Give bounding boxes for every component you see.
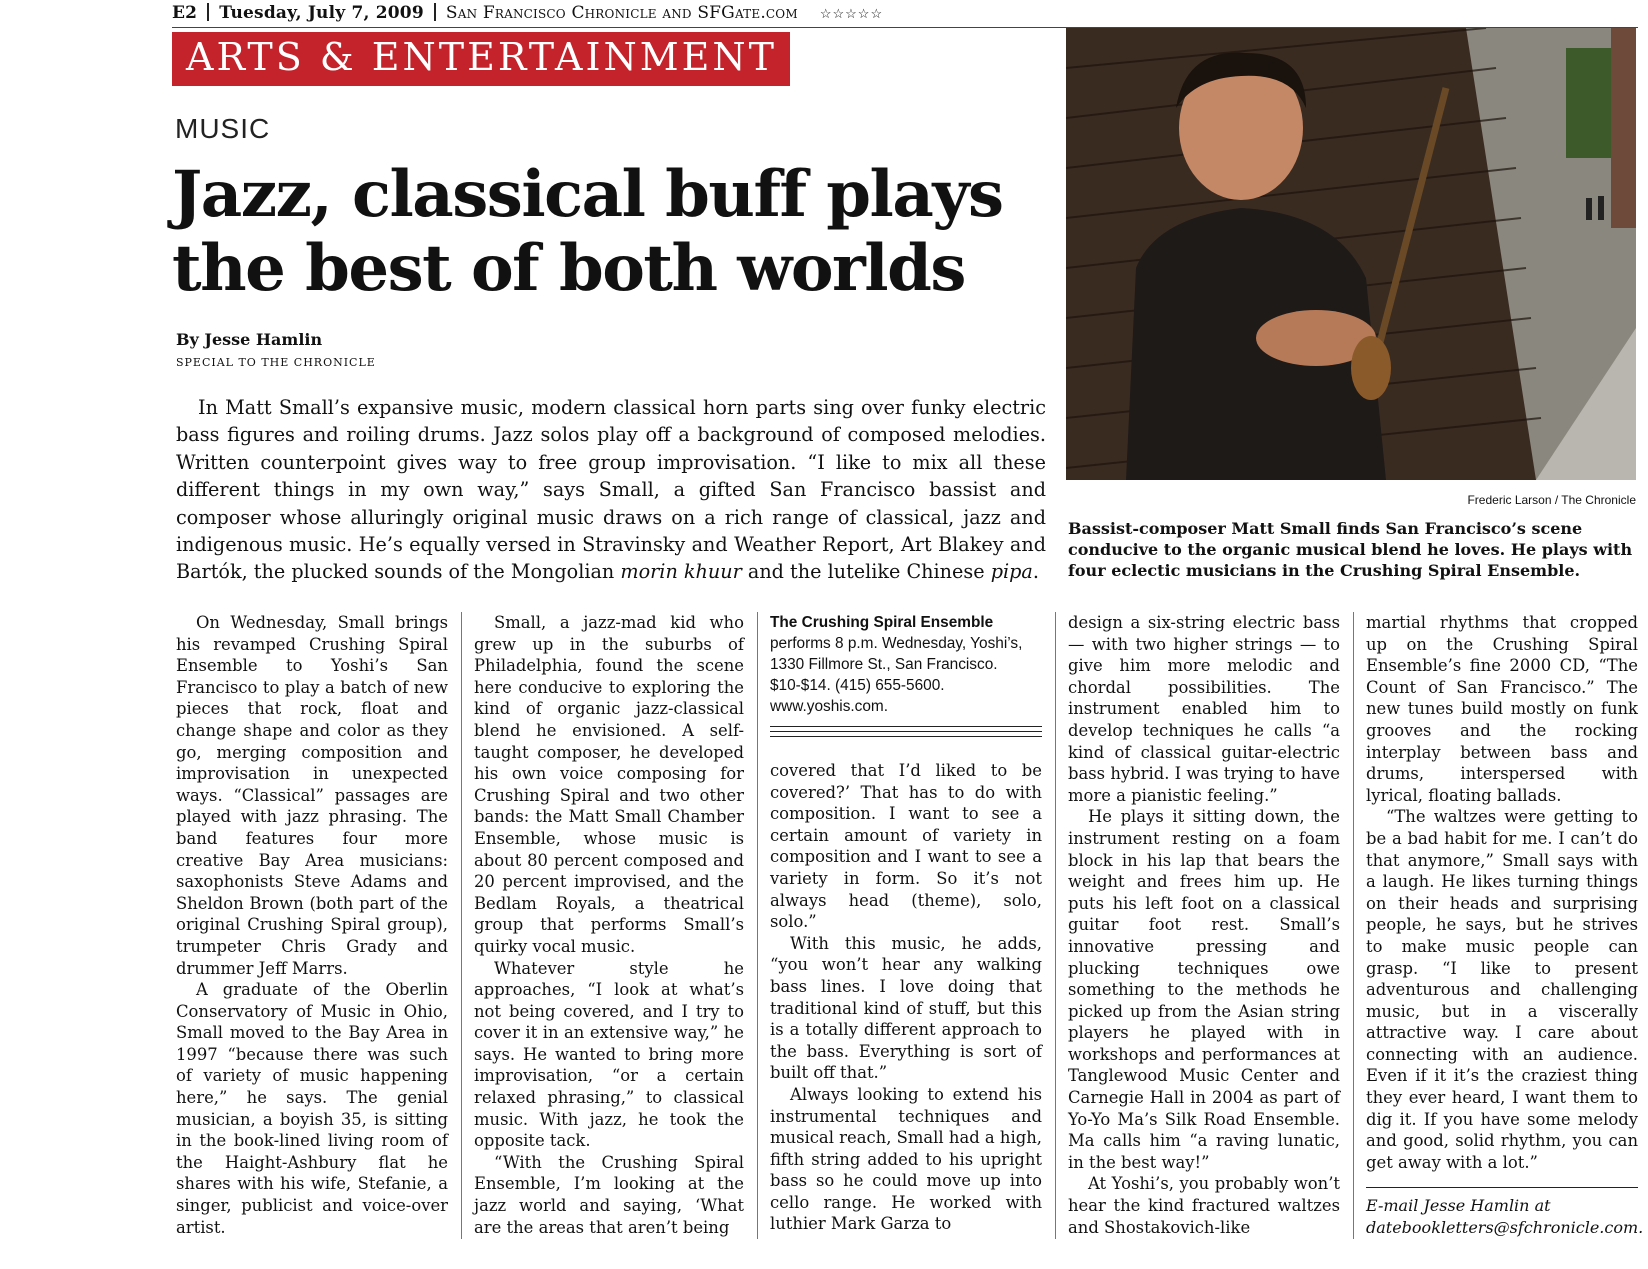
article-column-3 [770,760,1042,1235]
body-paragraph: He plays it sitting down, the instrument resting on a foam block in his lap that bears the weight and frees him up. He puts his left foot on a classical guitar foot rest. Small’s innovative pressing and plucking techniques owe something to the methods he picked up from the Asian string players he played with in workshops and performances at Tanglewood Music Center and Carnegie Hall in 2004 as part of Yo-Yo Ma’s Silk Road Ensemble. Ma calls him “a raving lunatic, in the best way!” [1068,807,1340,1172]
article-photo [1066,28,1636,480]
event-title: The Crushing Spiral Ensemble [770,614,994,631]
section-banner [172,32,790,86]
body-paragraph: With this music, he adds, “you won’t hear any walking bass lines. I love doing that traditional kind of stuff, but this is a totally different approach to the bass. Everything is sort of built off that.” [770,933,1042,1083]
byline: By Jesse Hamlin [176,330,323,349]
body-paragraph: Small, a jazz-mad kid who grew up in the suburbs of Philadelphia, found the scene here conducive to exploring the kind of organic jazz-classical blend he envisioned. A self-taught composer, he developed his own voice composing for Crushing Spiral and two other bands: the Matt Small Chamber Ensemble, whose music is about 80 percent composed and 20 percent improvised, and the Bedlam Royals, a theatrical group that performs Small’s quirky vocal music. [474,613,744,956]
article-column-1 [176,612,448,1238]
author-email: E-mail Jesse Hamlin at datebookletters@sfchronicle.com. [1366,1196,1644,1237]
event-info-box [770,612,1042,717]
body-paragraph: At Yoshi’s, you probably won’t hear the kind fractured waltzes and Shostakovich-like [1068,1174,1340,1237]
issue-date: Tuesday, July 7, 2009 [219,3,424,23]
column-rule [461,612,462,1239]
column-rule [1353,612,1354,1239]
photo-caption: Bassist-composer Matt Small finds San Francisco’s scene conducive to the organic musical blend he loves. He plays with four eclectic musicians in the Crushing Spiral Ensemble. [1068,519,1633,580]
article-column-5 [1366,612,1638,1173]
info-box-rule [770,731,1042,732]
event-details: performs 8 p.m. Wednesday, Yoshi’s, 1330 Fillmore St., San Francisco. $10-$14. (415) 655-5600. www.yoshis.com. [770,635,1023,715]
instrument-name: morin khuur [620,560,742,584]
photo-credit: Frederic Larson / The Chronicle [1467,493,1636,507]
lead-paragraph: In Matt Small’s expansive music, modern classical horn parts sing over funky electric bass figures and roiling drums. Jazz solos play off a background of composed melodies. Written counterpoint gives way to free group improvisation. “I like to mix all these different things in my own way,” says Small, a gifted San Francisco bassist and composer whose alluringly original music draws on a rich range of classical, jazz and indigenous music. He’s equally versed in Stravinsky and Weather Report, Art Blakey and Bartók, the plucked sounds of the Mongolian morin khuur and the lutelike Chinese pipa. [176,396,1046,584]
body-paragraph: On Wednesday, Small brings his revamped Crushing Spiral Ensemble to Yoshi’s San Francisco to play a batch of new pieces that rock, float and change shape and color as they go, merging composition and improvisation in unexpected ways. “Classical” passages are played with jazz phrasing. The band features four more creative Bay Area musicians: saxophonists Steve Adams and Sheldon Brown (both part of the original Crushing Spiral group), trumpeter Chris Grady and drummer Jeff Marrs. [176,613,448,978]
column-rule [757,612,758,1239]
instrument-name: pipa [990,560,1033,584]
byline-affiliation: SPECIAL TO THE CHRONICLE [176,356,376,369]
article-column-2 [474,612,744,1238]
publication-name: San Francisco Chronicle and SFGate.com [445,3,798,23]
article-column-4 [1068,612,1340,1238]
photo-illustration [1066,28,1636,480]
body-paragraph: Always looking to extend his instrumental techniques and musical reach, Small had a high, fifth string added to his upright bass so he could move up into cello range. He worked with luthier Mark Garza to [770,1084,1042,1234]
body-paragraph: martial rhythms that cropped up on the Crushing Spiral Ensemble’s fine 2000 CD, “The Count of San Francisco.” The new tunes build mostly on funk grooves and the rocking interplay between bass and drums, interspersed with lyrical, floating ballads. [1366,613,1638,805]
body-paragraph: Whatever style he approaches, “I look at what’s not being covered, and I try to cover it in an extensive way,” he says. He wanted to bring more improvisation, “or a certain relaxed phrasing,” to classical music. With jazz, he took the opposite tack. [474,958,744,1151]
body-paragraph: “The waltzes were getting to be a bad habit for me. I can’t do that anymore,” Small says with a laugh. He likes turning things on their heads and surprising people, he says, but he strives to make music people can grasp. “I like to present adventurous and challenging music, but in a viscerally attractive way. I care about connecting with an audience. Even if it it’s the craziest thing they ever heard, I want them to dig it. If you have some melody and good, solid rhythm, you can get away with a lot.” [1366,807,1638,1172]
body-paragraph: A graduate of the Oberlin Conservatory of Music in Ohio, Small moved to the Bay Area in 1997 “because there was such of variety of music happening here,” he says. The genial musician, a boyish 35, is sitting in the book-lined living room of the Haight-Ashbury flat he shares with his wife, Stefanie, a singer, publicist and voice-over artist. [176,980,448,1237]
email-rule [1366,1187,1638,1188]
headline: Jazz, classical buff plays the best of both worlds [172,157,1003,306]
info-box-rule [770,736,1042,737]
body-paragraph: design a six-string electric bass — with two higher strings — to give him more melodic and chordal possibilities. The instrument enabled him to develop techniques he calls “a kind of classical guitar-electric bass hybrid. I was trying to have more a pianistic feeling.” [1068,613,1340,805]
folio-divider [207,3,209,21]
section-kicker: MUSIC [175,113,271,144]
edition-stars: ☆☆☆☆☆ [819,7,884,22]
page-folio [172,3,883,23]
info-box-rule [770,726,1042,727]
body-paragraph: covered that I’d liked to be covered?’ That has to do with composition. I want to see a certain amount of variety in composition and I want to see a variety in form. So it’s not always head (theme), solo, solo.” [770,761,1042,932]
body-paragraph: “With the Crushing Spiral Ensemble, I’m looking at the jazz world and saying, ‘What are the areas that aren’t being [474,1152,744,1237]
page-number: E2 [172,3,198,23]
folio-divider [434,3,436,21]
section-banner-label: ARTS & ENTERTAINMENT [186,35,777,79]
column-rule [1055,612,1056,1239]
